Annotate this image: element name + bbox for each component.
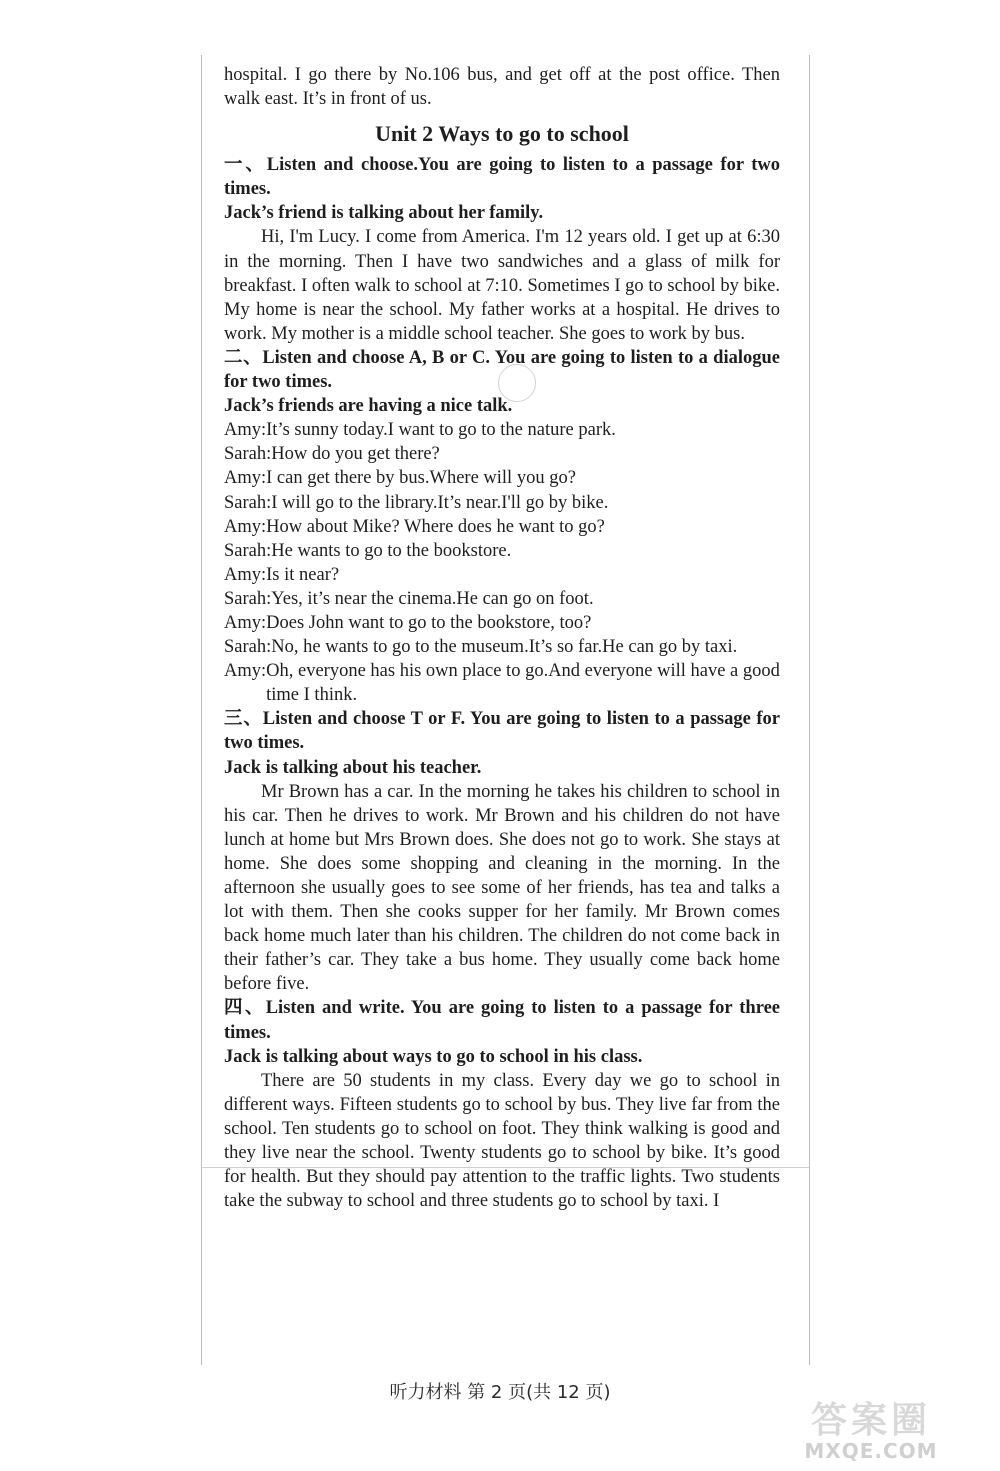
section-4-heading: 四、Listen and write. You are going to listen to a passage for three times. (224, 998, 780, 1043)
section-4-subtitle: Jack is talking about ways to go to school in his class. (224, 1046, 643, 1067)
section-4-passage: There are 50 students in my class. Every day we go to school in different ways. Fifteen students go to school by bus. They live far from the school. Ten students go to school on foot. They think walking is good and they live near the school. Twenty students go to school by bike. It’s good for health. But they should pay attention to the traffic lights. Two students take the subway to school and three students go to school by taxi. I (224, 1070, 780, 1212)
line-text: I will go to the library.It’s near.I'll go by bike. (271, 492, 609, 513)
dialogue (224, 418, 780, 707)
dialogue-line (224, 515, 780, 539)
section-1-passage: Hi, I'm Lucy. I come from America. I'm 12 years old. I get up at 6:30 in the morning. Then I have two sandwiches and a glass of milk for breakfast. I often walk to school at 7:10. Sometimes I go to school by bike. My home is near the school. My father works at a hospital. He drives to work. My mother is a middle school teacher. She goes to work by bus. (224, 227, 780, 344)
dialogue-line (224, 659, 780, 707)
watermark-site: MXQE.COM (804, 1439, 938, 1463)
line-text: He wants to go to the bookstore. (271, 540, 512, 561)
speaker: Sarah: (224, 637, 272, 658)
dialogue-line (224, 539, 780, 563)
dialogue-line (224, 587, 780, 611)
line-text: How about Mike? Where does he want to go? (266, 516, 605, 537)
dialogue-line (224, 418, 780, 442)
left-margin-rule (201, 55, 202, 1365)
speaker: Amy: (224, 564, 267, 585)
line-text: How do you get there? (271, 444, 440, 465)
section-2-subtitle: Jack’s friends are having a nice talk. (224, 396, 513, 417)
watermark (760, 1398, 982, 1466)
page-content (224, 63, 780, 1213)
line-text: I can get there by bus.Where will you go? (266, 468, 576, 489)
right-margin-rule (809, 55, 810, 1365)
dialogue-line (224, 563, 780, 587)
speaker: Amy: (224, 516, 267, 537)
line-text: Oh, everyone has his own place to go.And everyone will have a good time I think. (266, 661, 780, 706)
section-1-heading: 一、Listen and choose.You are going to listen to a passage for two times. (224, 155, 780, 200)
section-3-subtitle: Jack is talking about his teacher. (224, 757, 482, 778)
intro-text: hospital. I go there by No.106 bus, and get off at the post office. Then walk east. It’s in front of us. (224, 65, 780, 110)
speaker: Amy: (224, 420, 267, 441)
line-text: Yes, it’s near the cinema.He can go on foot. (271, 588, 594, 609)
section-2-heading: 二、Listen and choose A, B or C. You are going to listen to a dialogue for two times. (224, 347, 780, 393)
line-text: It’s sunny today.I want to go to the nature park. (266, 420, 616, 441)
section-3-passage: Mr Brown has a car. In the morning he takes his children to school in his car. Then he drives to work. Mr Brown and his children do not have lunch at home but Mrs Brown does. She does not go to work. She stays at home. She does some shopping and cleaning in the morning. In the afternoon she usually goes to see some of her friends, has tea and talks a lot with them. Then she cooks supper for her family. Mr Brown comes back home much later than his children. The children do not come back in their father’s car. They take a bus home. They usually come back home before five. (224, 781, 780, 995)
unit-title: Unit 2 Ways to go to school (375, 121, 629, 147)
dialogue-line (224, 442, 780, 466)
watermark-logo: 答案圈 (810, 1400, 931, 1441)
speaker: Amy: (224, 661, 267, 682)
line-text: Is it near? (266, 564, 340, 585)
page-footer: 听力材料 第 2 页(共 12 页) (389, 1382, 611, 1403)
speaker: Sarah: (224, 540, 272, 561)
speaker: Amy: (224, 468, 267, 489)
section-2 (224, 346, 780, 707)
dialogue-line (224, 635, 780, 659)
faint-stamp-mark (498, 364, 536, 402)
speaker: Sarah: (224, 492, 272, 513)
speaker: Sarah: (224, 588, 272, 609)
line-text: Does John want to go to the bookstore, too? (266, 612, 592, 633)
dialogue-line (224, 491, 780, 515)
dialogue-line (224, 466, 780, 490)
section-1 (224, 153, 780, 346)
speaker: Amy: (224, 612, 267, 633)
dialogue-line (224, 611, 780, 635)
section-3-heading: 三、Listen and choose T or F. You are going to listen to a passage for two times. (224, 709, 780, 754)
section-1-subtitle: Jack’s friend is talking about her family. (224, 203, 544, 224)
speaker: Sarah: (224, 444, 272, 465)
section-3 (224, 707, 780, 996)
line-text: No, he wants to go to the museum.It’s so far.He can go by taxi. (271, 637, 738, 658)
section-4 (224, 996, 780, 1213)
